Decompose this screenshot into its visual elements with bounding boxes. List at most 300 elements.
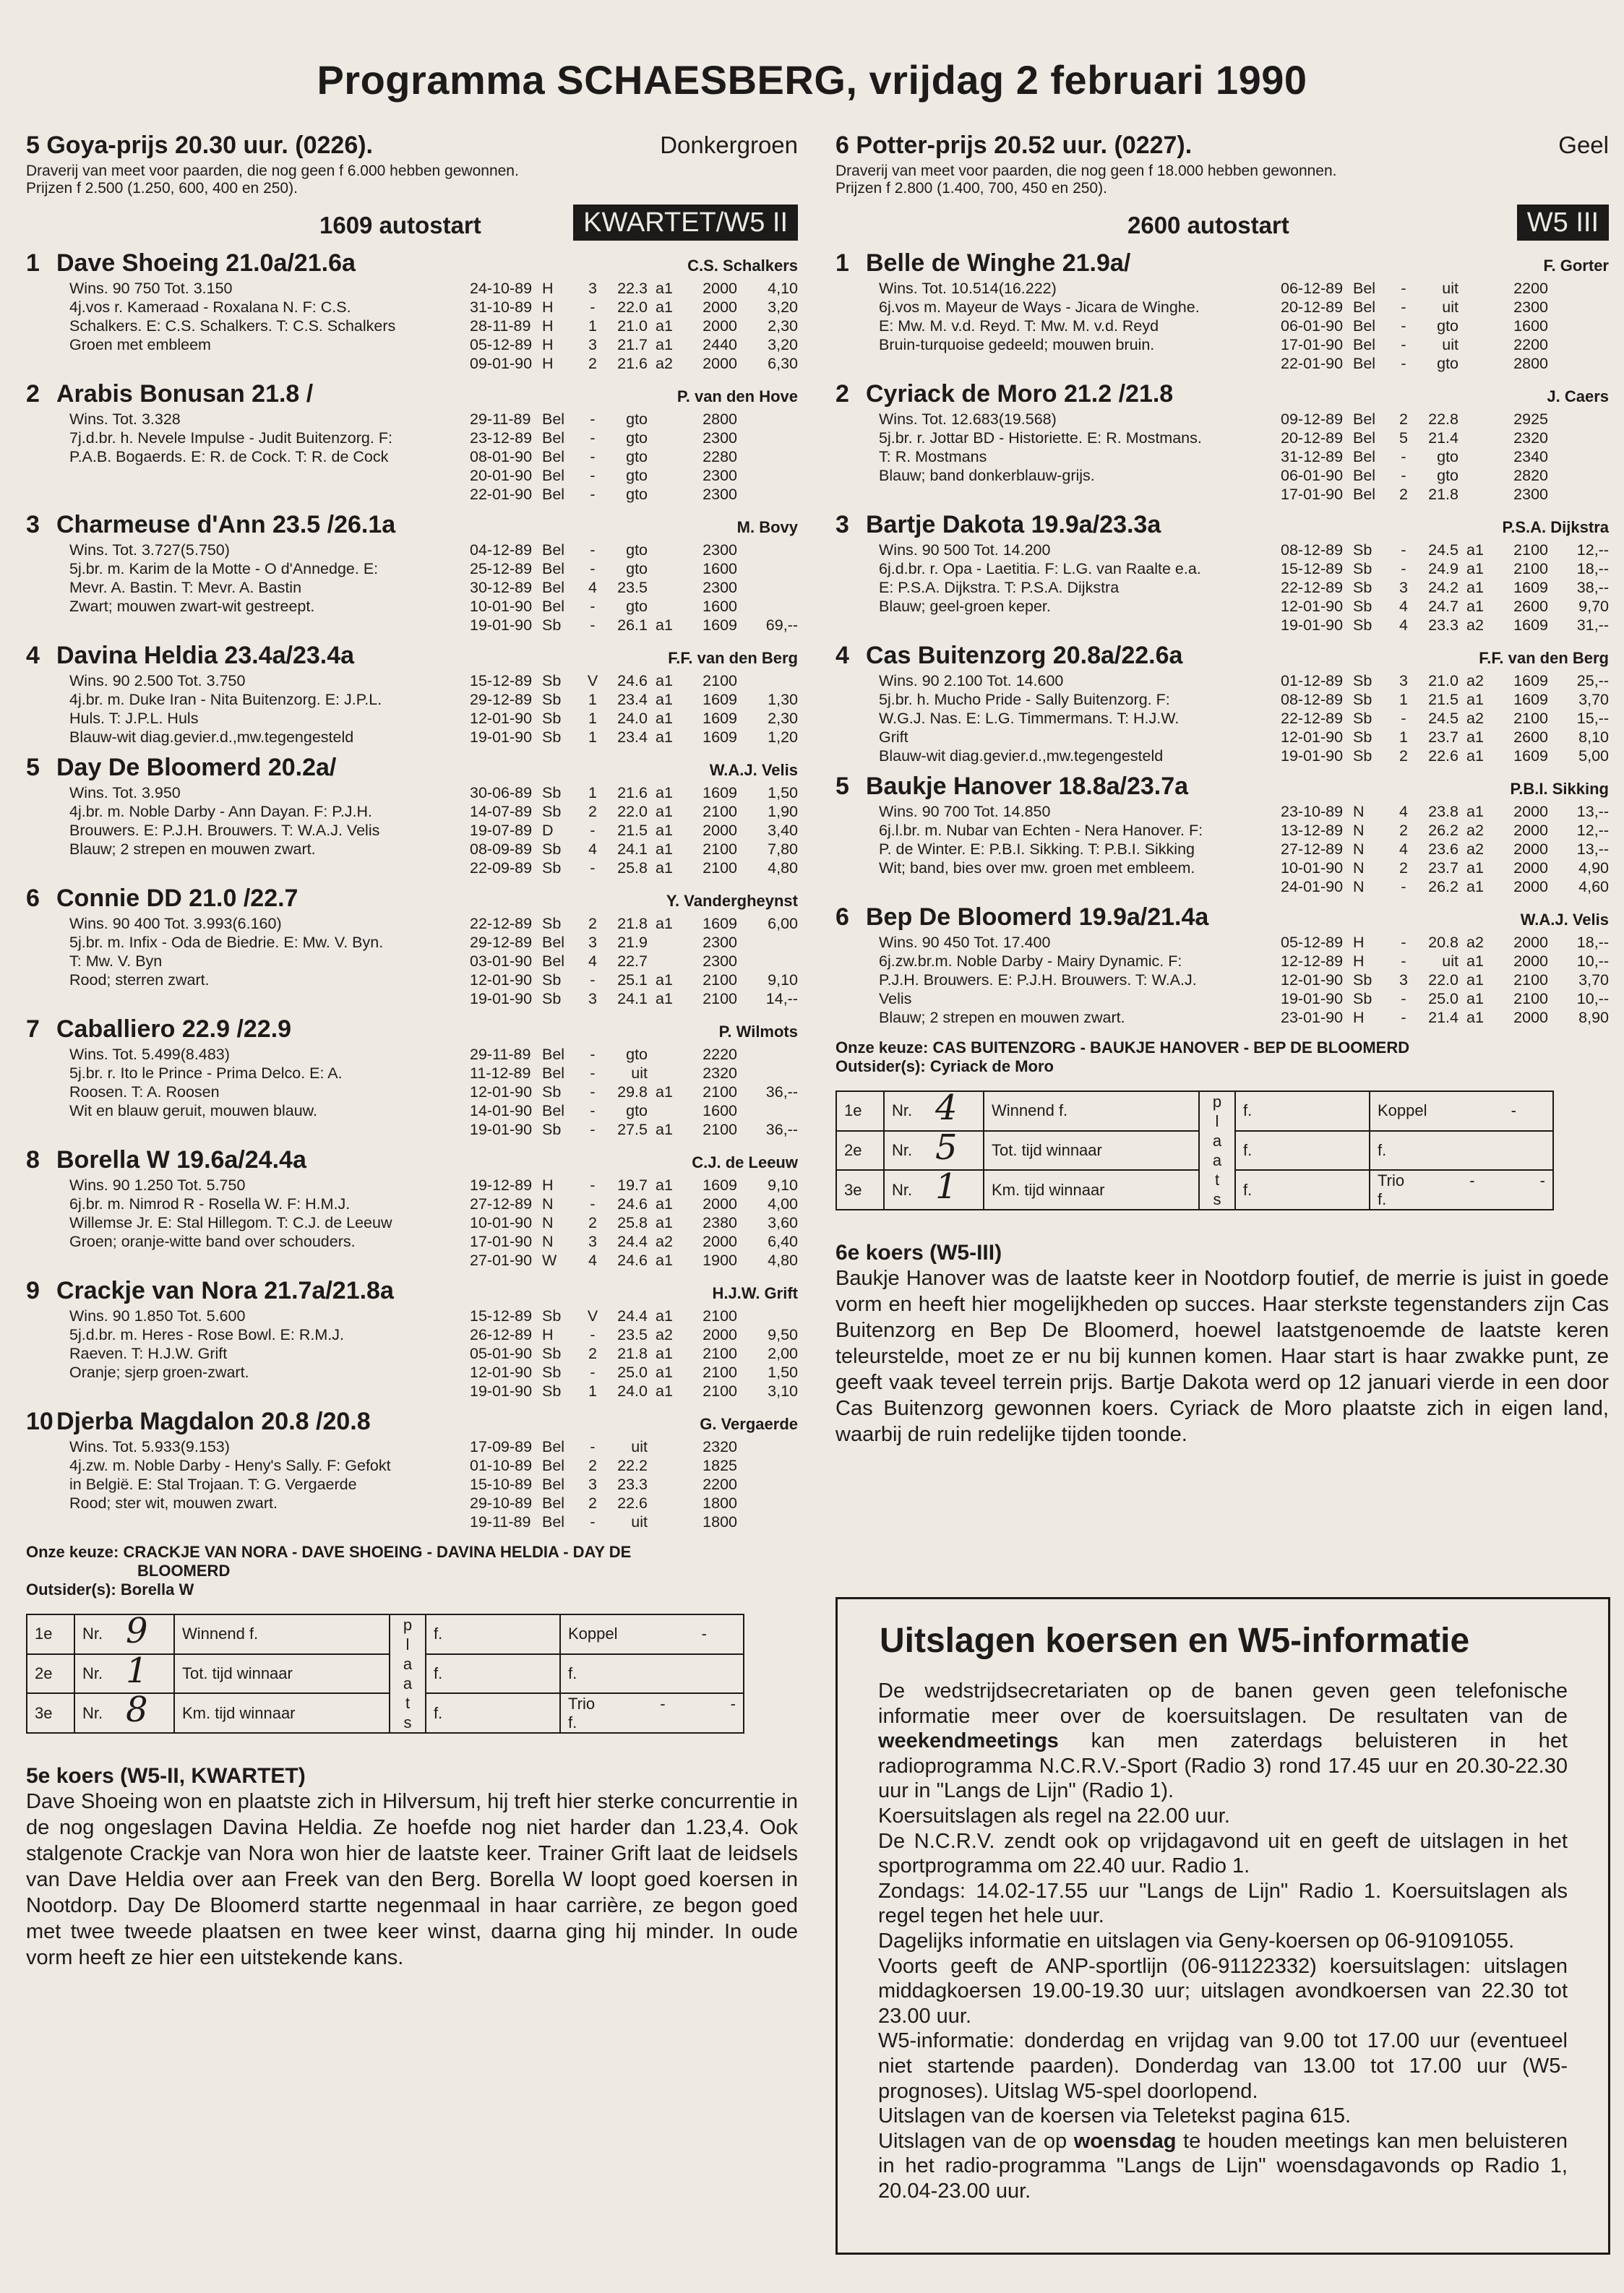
horse-header <box>835 642 1609 670</box>
perf-cell <box>1458 354 1492 373</box>
perf-cell: 1609 <box>703 784 737 801</box>
performance-list <box>470 914 798 1008</box>
handwritten-number: 4 <box>935 1088 958 1128</box>
info-paragraph: Dagelijks informatie en uitslagen via Geny-koersen op 06-91091055. <box>878 1929 1515 1953</box>
perf-cell <box>648 1475 681 1494</box>
perf-cell: H <box>542 1326 554 1343</box>
perf-cell: Bel <box>542 410 565 428</box>
perf-cell: a2 <box>1466 710 1484 727</box>
perf-cell: Bel <box>542 934 565 951</box>
perf-cell: - <box>1401 952 1406 970</box>
perf-cell: 7,80 <box>768 840 798 858</box>
perf-cell: 3 <box>588 1476 597 1493</box>
perf-cell: 24.6 <box>617 1195 648 1213</box>
perf-cell: Bel <box>1353 429 1376 447</box>
perf-cell <box>737 1513 798 1531</box>
perf-cell: 2000 <box>1513 803 1548 820</box>
horse-info-line: P.J.H. Brouwers. E: P.J.H. Brouwers. T: W.A.J. <box>879 971 1197 989</box>
perf-cell: 1600 <box>703 598 737 615</box>
perf-cell: Sb <box>542 1121 562 1138</box>
perf-cell: Bel <box>1353 448 1376 465</box>
perf-cell: 2300 <box>1513 298 1548 316</box>
plaats-label <box>390 1614 426 1733</box>
plaats-letter: s <box>1213 1190 1221 1208</box>
horse-info-line: Wins. 90 500 Tot. 14.200 <box>879 541 1051 559</box>
perf-cell <box>648 578 681 597</box>
perf-cell: 1609 <box>1513 691 1548 708</box>
perf-cell: a1 <box>656 803 673 820</box>
perf-cell <box>648 1437 681 1456</box>
horse-name <box>835 380 1173 408</box>
result-extra <box>1370 1091 1553 1131</box>
perf-cell: 23-10-89 <box>1281 803 1344 820</box>
perf-cell: 22.6 <box>1428 747 1458 765</box>
perf-cell <box>737 1307 798 1325</box>
performance-row <box>470 1232 798 1251</box>
horse-entry <box>26 511 798 634</box>
perf-cell <box>648 559 681 578</box>
perf-cell: Bel <box>542 1438 565 1455</box>
perf-cell: Sb <box>1353 616 1372 634</box>
horse-name <box>835 642 1182 670</box>
our-choice-text: CAS BUITENZORG - BAUKJE HANOVER - BEP DE BLOOMERD <box>932 1038 1410 1057</box>
horse-name-text: Belle de Winghe 21.9a/ <box>866 249 1131 277</box>
perf-cell: - <box>590 1438 596 1455</box>
perf-cell: 2300 <box>703 467 737 484</box>
horse-number: 5 <box>26 754 40 781</box>
horse-info-line: Bruin-turquoise gedeeld; mouwen bruin. <box>879 336 1155 353</box>
performance-row <box>470 859 798 877</box>
horse-info-line: Raeven. T: H.J.W. Grift <box>69 1345 228 1362</box>
perf-cell: 30-12-89 <box>470 579 533 596</box>
perf-cell: 26.2 <box>1428 822 1458 839</box>
horse-entry <box>835 249 1609 373</box>
horse-info <box>26 783 470 877</box>
perf-cell: a1 <box>656 1252 673 1269</box>
perf-cell: a1 <box>656 317 673 335</box>
result-amount: f. <box>1235 1131 1370 1171</box>
perf-cell: 1800 <box>703 1513 737 1531</box>
horse-info-line: 6j.br. m. Nimrod R - Rosella W. F: H.M.J. <box>69 1195 351 1213</box>
perf-cell: 2000 <box>703 1233 737 1250</box>
perf-cell: 23.7 <box>1428 859 1458 877</box>
trio-dash: - <box>730 1694 736 1713</box>
info-box-title: Uitslagen koersen en W5-informatie <box>880 1622 1470 1660</box>
info-paragraph: De N.C.R.V. zendt ook op vrijdagavond uit en geeft de uitslagen in het sportprogramma om 22.40 uur. Radio 1. <box>878 1829 1568 1878</box>
perf-cell: 25.0 <box>1428 990 1458 1007</box>
performance-row <box>470 1475 798 1494</box>
horse-info-line: Blauw-wit diag.gevier.d.,mw.tegengesteld <box>879 747 1164 765</box>
horse-trainer: C.S. Schalkers <box>687 257 798 275</box>
perf-cell: 24.6 <box>617 672 648 689</box>
perf-cell: Sb <box>1353 747 1372 765</box>
horse-info-line: 4j.br. m. Noble Darby - Ann Dayan. F: P.J.H. <box>69 803 373 820</box>
performance-row <box>1281 1008 1609 1027</box>
perf-cell: - <box>590 467 596 484</box>
perf-cell: 2000 <box>1513 822 1548 839</box>
perf-cell: 22.3 <box>617 280 648 297</box>
perf-cell: 25.1 <box>617 971 648 989</box>
perf-cell <box>737 429 798 447</box>
info-paragraph <box>878 2129 1568 2204</box>
perf-cell: 4,10 <box>768 280 798 297</box>
perf-cell: 1609 <box>1513 672 1548 689</box>
perf-cell: 17-01-90 <box>1281 486 1344 503</box>
horse-name-text: Dave Shoeing 21.0a/21.6a <box>56 249 356 277</box>
perf-cell: 21.8 <box>617 915 648 932</box>
perf-cell: - <box>590 859 596 877</box>
perf-cell: 2 <box>588 1214 597 1231</box>
horse-info <box>835 279 1281 373</box>
perf-cell: - <box>590 541 596 559</box>
perf-cell: 21.4 <box>1428 429 1458 447</box>
perf-cell <box>737 485 798 504</box>
horse-entry <box>835 642 1609 765</box>
result-amount: f. <box>426 1614 560 1654</box>
performance-row <box>470 1437 798 1456</box>
perf-cell: 2200 <box>1513 280 1548 297</box>
perf-cell: 17-01-90 <box>470 1233 533 1250</box>
perf-cell: - <box>590 1513 596 1531</box>
perf-cell <box>1458 298 1492 317</box>
perf-cell: 25.8 <box>617 1214 648 1231</box>
perf-cell <box>737 1064 798 1083</box>
perf-cell: 2100 <box>703 859 737 877</box>
performance-row <box>470 1494 798 1513</box>
perf-cell: Sb <box>1353 579 1372 596</box>
horse-info-line: Wins. Tot. 5.933(9.153) <box>69 1438 230 1455</box>
horse-info-line: Groen met embleem <box>69 336 211 353</box>
perf-cell: 2000 <box>1513 934 1548 951</box>
result-nr-label: Nr. <box>82 1625 103 1643</box>
performance-row <box>1281 447 1609 466</box>
perf-cell: Bel <box>1353 280 1376 297</box>
result-row <box>27 1654 744 1694</box>
perf-cell: a1 <box>656 298 673 316</box>
result-row <box>836 1091 1553 1131</box>
performance-row <box>470 1195 798 1213</box>
perf-cell: Sb <box>542 1307 562 1325</box>
perf-cell: 23.4 <box>617 691 648 708</box>
horse-info-line: 6j.l.br. m. Nubar van Echten - Nera Hanover. F: <box>879 822 1203 839</box>
result-nr-label: Nr. <box>892 1101 913 1120</box>
horse-entry <box>26 1408 798 1531</box>
horse-details <box>26 671 798 747</box>
trio-dash: - <box>660 1694 666 1713</box>
trio-amount: f. <box>1378 1189 1387 1208</box>
performance-row <box>1281 429 1609 447</box>
perf-cell: - <box>1401 336 1406 353</box>
perf-cell: N <box>1353 878 1365 895</box>
horse-name <box>26 1277 394 1305</box>
perf-cell: 22-01-90 <box>1281 355 1344 372</box>
perf-cell: 20-12-89 <box>1281 298 1344 316</box>
perf-cell: 24.9 <box>1428 560 1458 577</box>
perf-cell: 4 <box>1399 616 1408 634</box>
perf-cell: 2300 <box>703 429 737 447</box>
perf-cell: a1 <box>1466 971 1484 989</box>
perf-cell: Sb <box>542 859 562 877</box>
perf-cell: 2220 <box>703 1046 737 1063</box>
perf-cell: Bel <box>1353 298 1376 316</box>
perf-cell: a1 <box>656 1345 673 1362</box>
perf-cell: 10-01-90 <box>470 1214 533 1231</box>
perf-cell <box>1548 279 1609 298</box>
perf-cell: gto <box>626 486 648 503</box>
performance-row <box>1281 317 1609 335</box>
perf-cell: 1609 <box>1513 616 1548 634</box>
perf-cell: 1800 <box>703 1494 737 1512</box>
plaats-letter: s <box>403 1713 412 1731</box>
perf-cell: N <box>542 1233 554 1250</box>
horse-entry <box>26 1015 798 1139</box>
perf-cell: 22.2 <box>617 1457 648 1474</box>
perf-cell: 06-01-90 <box>1281 467 1344 484</box>
horse-info <box>26 671 470 747</box>
horse-info-line: Blauw; 2 strepen en mouwen zwart. <box>879 1009 1125 1026</box>
horse-trainer: F.F. van den Berg <box>1479 649 1609 667</box>
performance-row <box>470 466 798 485</box>
horse-info <box>26 914 470 1008</box>
perf-cell: gto <box>1437 317 1458 335</box>
horse-info <box>835 802 1281 896</box>
perf-cell: 2100 <box>703 1382 737 1400</box>
horse-name-text: Bartje Dakota 19.9a/23.3a <box>866 511 1161 538</box>
perf-cell: 1,50 <box>768 1364 798 1381</box>
perf-cell: 19-01-90 <box>470 616 533 634</box>
perf-cell: 28-11-89 <box>470 317 531 335</box>
result-rank: 3e <box>27 1693 74 1733</box>
horse-number: 5 <box>835 773 849 800</box>
perf-cell <box>737 559 798 578</box>
performance-row <box>1281 877 1609 896</box>
perf-cell: 1 <box>588 728 597 746</box>
horse-info-line: Wins. 90 1.250 Tot. 5.750 <box>69 1176 246 1194</box>
perf-cell: Sb <box>1353 990 1372 1007</box>
perf-cell: a1 <box>656 1364 673 1381</box>
perf-cell: 1609 <box>703 691 737 708</box>
performance-row <box>470 298 798 317</box>
perf-cell: 26-12-89 <box>470 1326 533 1343</box>
perf-cell: 2 <box>1399 486 1408 503</box>
perf-cell: 3 <box>1399 579 1408 596</box>
perf-cell: 4 <box>1399 840 1408 858</box>
perf-cell: Sb <box>542 728 562 746</box>
perf-cell: 2300 <box>703 486 737 503</box>
plaats-letter: a <box>403 1655 413 1673</box>
perf-cell: 2100 <box>703 1121 737 1138</box>
horse-entry <box>835 511 1609 634</box>
perf-cell: a1 <box>656 1083 673 1101</box>
perf-cell: 3 <box>588 990 597 1007</box>
horse-entry <box>835 380 1609 504</box>
perf-cell: 23.7 <box>1428 728 1458 746</box>
perf-cell: 24.4 <box>617 1307 648 1325</box>
perf-cell: a1 <box>656 990 673 1007</box>
perf-cell: 30-06-89 <box>470 784 533 801</box>
perf-cell: 2000 <box>703 280 737 297</box>
horse-info-line: Blauw-wit diag.gevier.d.,mw.tegengesteld <box>69 728 354 746</box>
horse-list <box>835 249 1609 1027</box>
perf-cell: 36,-- <box>765 1083 798 1101</box>
perf-cell: 21.8 <box>1428 486 1458 503</box>
perf-cell: - <box>1401 467 1406 484</box>
result-number-cell <box>74 1611 174 1654</box>
perf-cell: Bel <box>1353 486 1376 503</box>
perf-cell: - <box>590 1121 596 1138</box>
perf-cell: uit <box>631 1513 648 1531</box>
horse-info <box>26 1307 470 1401</box>
horse-entry <box>26 1277 798 1401</box>
horse-name <box>26 1146 306 1174</box>
plaats-letter: l <box>1215 1112 1219 1130</box>
result-label: Tot. tijd winnaar <box>984 1131 1199 1171</box>
performance-row <box>470 335 798 354</box>
perf-cell: 08-12-89 <box>1281 691 1344 708</box>
our-choice-text: CRACKJE VAN NORA - DAVE SHOEING - DAVINA HELDIA - DAY DE <box>123 1543 632 1561</box>
perf-cell: H <box>542 336 554 353</box>
perf-cell <box>737 1475 798 1494</box>
horse-info-line: 5j.br. r. Jottar BD - Historiette. E: R. Mostmans. <box>879 429 1202 447</box>
performance-row <box>470 933 798 952</box>
perf-cell: gto <box>626 429 648 447</box>
perf-cell: 22-09-89 <box>470 859 533 877</box>
race-color: Geel <box>1558 132 1609 158</box>
horse-number: 6 <box>26 885 40 912</box>
perf-cell: 22.6 <box>617 1494 648 1512</box>
perf-cell: a1 <box>656 1307 673 1325</box>
outsider-label: Outsider(s): <box>26 1580 116 1599</box>
performance-row <box>470 1045 798 1064</box>
perf-cell: - <box>1401 280 1406 297</box>
race-distance: 2600 autostart <box>1127 212 1289 238</box>
perf-cell <box>737 466 798 485</box>
horse-header <box>26 1408 798 1436</box>
perf-cell: 2 <box>588 1494 597 1512</box>
perf-cell <box>1458 317 1492 335</box>
perf-cell: 2925 <box>1513 410 1548 428</box>
perf-cell <box>1458 429 1492 447</box>
perf-cell: H <box>1353 934 1365 951</box>
performance-row <box>1281 971 1609 989</box>
result-nr-label: Nr. <box>892 1180 913 1199</box>
horse-header <box>835 903 1609 932</box>
horse-name-text: Crackje van Nora 21.7a/21.8a <box>56 1277 394 1304</box>
performance-row <box>470 914 798 933</box>
performance-row <box>1281 671 1609 690</box>
race-header <box>26 132 798 160</box>
performance-row <box>1281 354 1609 373</box>
performance-row <box>1281 859 1609 877</box>
horse-number: 4 <box>26 642 40 669</box>
horse-name-text: Bep De Bloomerd 19.9a/21.4a <box>866 903 1209 931</box>
our-choice-label: Onze keuze: <box>26 1543 119 1561</box>
perf-cell: 2 <box>1399 822 1408 839</box>
perf-cell: 27-12-89 <box>1281 840 1344 858</box>
horse-number: 6 <box>835 903 849 931</box>
performance-list <box>1281 933 1609 1027</box>
perf-cell: 05-12-89 <box>470 336 533 353</box>
performance-row <box>1281 616 1609 634</box>
horse-name <box>835 511 1161 539</box>
perf-cell: 2300 <box>703 579 737 596</box>
perf-cell: a1 <box>1466 747 1484 765</box>
perf-cell: 09-12-89 <box>1281 410 1344 428</box>
perf-cell: - <box>590 598 596 615</box>
perf-cell: gto <box>626 1046 648 1063</box>
performance-row <box>470 317 798 335</box>
perf-cell <box>1548 447 1609 466</box>
performance-list <box>470 541 798 634</box>
plaats-letter: a <box>1212 1151 1222 1169</box>
result-form <box>26 1611 798 1734</box>
perf-cell: 2,30 <box>768 710 798 727</box>
horse-info <box>835 410 1281 504</box>
horse-name-text: Arabis Bonusan 21.8 / <box>56 380 314 408</box>
performance-row <box>470 821 798 840</box>
performance-row <box>1281 485 1609 504</box>
result-extra <box>1370 1170 1553 1210</box>
perf-cell: a2 <box>1466 616 1484 634</box>
perf-cell: uit <box>1442 298 1458 316</box>
performance-row <box>1281 728 1609 747</box>
perf-cell: Sb <box>542 616 562 634</box>
race-header <box>835 132 1609 160</box>
perf-cell: 1 <box>588 691 597 708</box>
horse-trainer: F.F. van den Berg <box>668 649 798 667</box>
perf-cell: 1609 <box>703 728 737 746</box>
perf-cell: 19-01-90 <box>470 728 533 746</box>
race-distance-row <box>26 202 798 242</box>
horse-info-line: Wins. Tot. 3.328 <box>69 410 181 428</box>
result-label: Winnend f. <box>984 1091 1199 1131</box>
performance-row <box>470 1176 798 1195</box>
result-label: Winnend f. <box>174 1614 390 1654</box>
handwritten-number: 8 <box>126 1690 148 1731</box>
horse-info-line: Wins. 90 700 Tot. 14.850 <box>879 803 1051 820</box>
perf-cell: 1,20 <box>768 728 798 746</box>
perf-cell: 4 <box>1399 803 1408 820</box>
perf-cell: - <box>1401 560 1406 577</box>
horse-info-line: Oranje; sjerp groen-zwart. <box>69 1364 249 1381</box>
perf-cell: 15-10-89 <box>470 1476 533 1493</box>
perf-cell: H <box>1353 1009 1365 1026</box>
performance-row <box>470 971 798 989</box>
result-extra <box>560 1654 744 1694</box>
horse-info-line: Wit; band, bies over mw. groen met embleem. <box>879 859 1195 877</box>
perf-cell: 08-12-89 <box>1281 541 1344 559</box>
perf-cell: gto <box>626 541 648 559</box>
perf-cell: 2 <box>588 915 597 932</box>
perf-cell: a1 <box>656 710 673 727</box>
info-box-text <box>878 1679 1568 2203</box>
perf-cell: - <box>590 822 596 839</box>
perf-cell: a1 <box>656 822 673 839</box>
horse-name <box>26 249 356 278</box>
horse-trainer: P. Wilmots <box>718 1023 798 1041</box>
horse-number: 9 <box>26 1277 40 1304</box>
perf-cell: - <box>590 1195 596 1213</box>
performance-list <box>1281 802 1609 896</box>
perf-cell: 23-12-89 <box>470 429 533 447</box>
horse-details <box>26 279 798 373</box>
perf-cell: 22.0 <box>1428 971 1458 989</box>
info-emphasis: woensdag <box>1073 2129 1177 2153</box>
plaats-letter: a <box>1212 1132 1222 1150</box>
perf-cell: gto <box>626 598 648 615</box>
perf-cell: 21.5 <box>617 822 648 839</box>
horse-info-line: 4j.zw. m. Noble Darby - Heny's Sally. F: Gefokt <box>69 1457 391 1474</box>
